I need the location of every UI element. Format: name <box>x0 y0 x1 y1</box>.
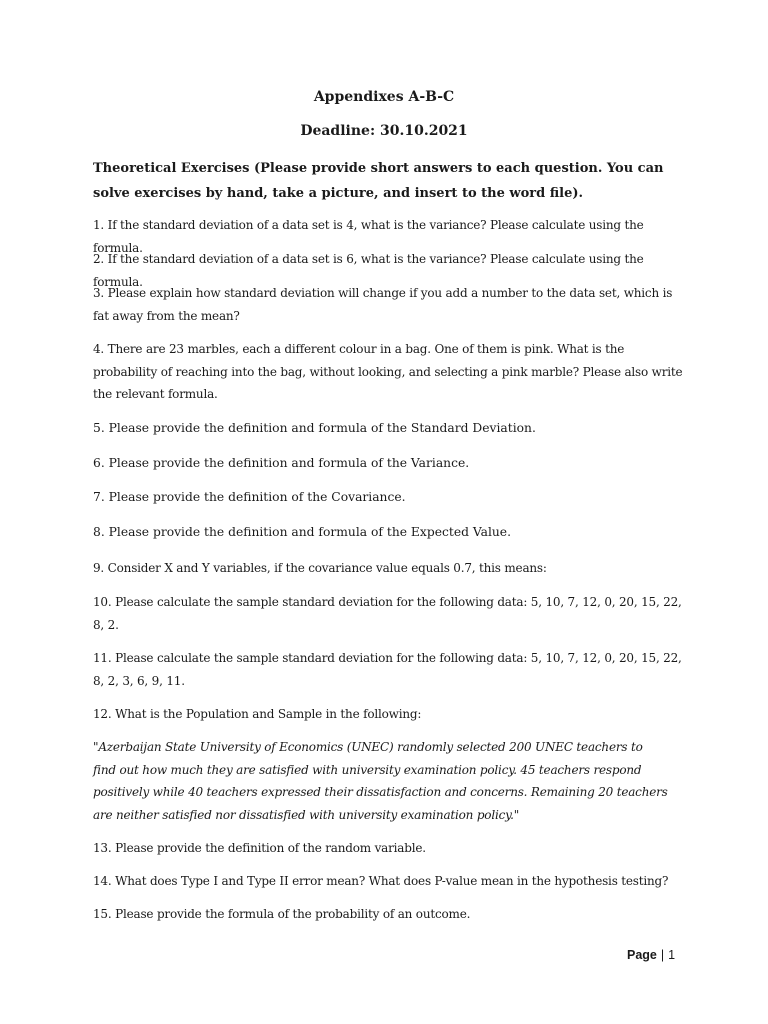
instructions: Theoretical Exercises (Please provide short answers to each question. You can solve exercises by hand, take a picture, and insert to the word file). <box>93 161 664 201</box>
question-15: 15. Please provide the formula of the probability of an outcome. <box>93 907 471 921</box>
question-4: 4. There are 23 marbles, each a different colour in a bag. One of them is pink. What is the probability of reaching into the bag, without looking, and selecting a pink marble? Please also write the relevant formula. <box>93 342 683 401</box>
case-quote: "Azerbaijan State University of Economics (UNEC) randomly selected 200 UNEC teachers to find out how much they are satisfied with university examination policy. 45 teachers respond positively while 40 teachers expressed their dissatisfaction and concerns. Remaining 20 teachers are neither satisfied nor dissatisfied with university examination policy." <box>93 740 668 822</box>
question-11: 11. Please calculate the sample standard deviation for the following data: 5, 10, 7, 12, 0, 20, 15, 22, 8, 2, 3, 6, 9, 11. <box>93 651 682 688</box>
question-13: 13. Please provide the definition of the random variable. <box>93 841 426 855</box>
document-title: Appendixes A-B-C <box>313 89 455 105</box>
question-6: 6. Please provide the definition and formula of the Variance. <box>93 456 470 470</box>
question-8: 8. Please provide the definition and formula of the Expected Value. <box>93 525 511 539</box>
question-9: 9. Consider X and Y variables, if the covariance value equals 0.7, this means: <box>93 561 547 575</box>
question-2: 2. If the standard deviation of a data set is 6, what is the variance? Please calculate using the formula. <box>93 252 644 289</box>
question-14: 14. What does Type I and Type II error mean? What does P-value mean in the hypothesis testing? <box>93 874 669 888</box>
page-label: Page <box>627 948 657 962</box>
question-1: 1. If the standard deviation of a data set is 4, what is the variance? Please calculate using the formula. <box>93 218 644 255</box>
question-3: 3. Please explain how standard deviation will change if you add a number to the data set, which is fat away from the mean? <box>93 286 673 323</box>
page-separator: | <box>660 948 665 962</box>
question-10: 10. Please calculate the sample standard deviation for the following data: 5, 10, 7, 12, 0, 20, 15, 22, 8, 2. <box>93 595 682 632</box>
deadline: Deadline: 30.10.2021 <box>300 123 468 139</box>
question-5: 5. Please provide the definition and formula of the Standard Deviation. <box>93 421 536 435</box>
page-footer <box>627 946 675 964</box>
question-12: 12. What is the Population and Sample in the following: <box>93 707 422 721</box>
page-number: 1 <box>668 948 676 962</box>
question-7: 7. Please provide the definition of the Covariance. <box>93 490 406 504</box>
